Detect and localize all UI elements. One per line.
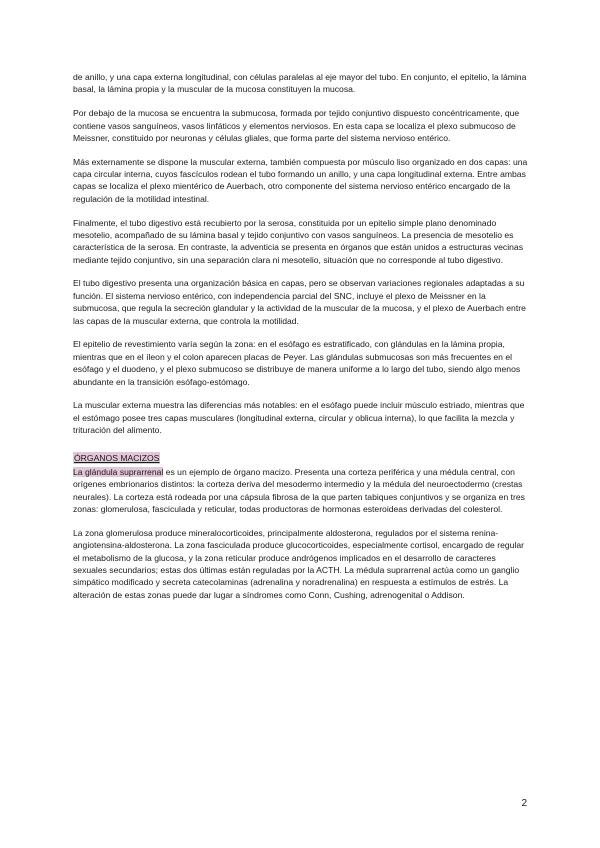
- paragraph-muscular-externa: Más externamente se dispone la muscular externa, también compuesta por músculo liso organizado en dos capas: una capa circular interna, cuyos fascículos rodean el tubo formando un anillo, y una capa longitudinal externa. Entre ambas capas se localiza el plexo mientérico de Auerbach, otro componente del sistema nervioso entérico encargado de la regulación de la motilidad intestinal.: [73, 156, 528, 204]
- paragraph-muscular-diferencias: La muscular externa muestra las diferencias más notables: en el esófago puede incluir músculo estriado, mientras que el estómago posee tres capas musculares (longitudinal externa, circular y oblicua interna), lo que facilita la mezcla y trituración del alimento.: [73, 400, 525, 436]
- section-heading-row: [73, 448, 531, 466]
- paragraph-mucosa: de anillo, y una capa externa longitudinal, con células paralelas al eje mayor del tubo. En conjunto, el epitelio, la lámina basal, la lámina propia y la muscular de la mucosa constituyen la mucosa.: [73, 72, 527, 95]
- paragraph-organizacion: El tubo digestivo presenta una organización básica en capas, pero se observan variaciones regionales adaptadas a su función. El sistema nervioso entérico, con independencia parcial del SNC, incluye el plexo de Meissner en la submucosa, que regula la secreción glandular y la actividad de la muscular de la mucosa, y el plexo de Auerbach entre las capas de la muscular externa, que controla la motilidad.: [73, 278, 526, 326]
- highlighted-term: La glándula suprarrenal: [73, 466, 164, 477]
- paragraph-submucosa: Por debajo de la mucosa se encuentra la submucosa, formada por tejido conjuntivo dispuesto concéntricamente, que contiene vasos sanguíneos, vasos linfáticos y elementos nerviosos. En esta capa se localiza el plexo submucoso de Meissner, constituido por neuronas y células gliales, que forma parte del sistema nervioso entérico.: [73, 108, 520, 143]
- page-number: 2: [521, 798, 527, 809]
- intro-text: es un ejemplo de órgano macizo. Presenta una corteza periférica y una médula central, con orígenes embrionarios distintos: la corteza deriva del mesodermo intermedio y la médula del neuroectodermo (crestas neurales). La corteza está rodeada por una cápsula fibrosa de la que parten tabiques conjuntivos y se organiza en tres zonas: glomerulosa, fasciculada y reticular, todas productoras de hormonas esteroideas derivadas del colesterol.: [73, 466, 525, 515]
- paragraph-zonas: La zona glomerulosa produce mineralocorticoides, principalmente aldosterona, regulados por el sistema renina-angiotensina-aldosterona. La zona fasciculada produce glucocorticoides, especialmente cortisol, encargado de regular el metabolismo de la glucosa, y la zona reticular produce andrógenos implicados en el desarrollo de caracteres sexuales secundarios; estas dos últimas están reguladas por la ACTH. La médula suprarrenal actúa como un ganglio simpático modificado y secreta catecolaminas (adrenalina y noradrenalina) en respuesta a estímulos de estrés. La alteración de estas zonas puede dar lugar a síndromes como Conn, Cushing, adrenogenital o Addison.: [73, 527, 524, 600]
- paragraph-suprarrenal-intro: [73, 466, 531, 516]
- paragraph-serosa: Finalmente, el tubo digestivo está recubierto por la serosa, constituida por un epitelio simple plano denominado mesotelio, acompañado de su lámina basal y tejido conjuntivo con vasos sanguíneos. La presencia de mesotelio es característica de la serosa. En contraste, la adventicia se presenta en órganos que están unidos a estructuras vecinas mediante tejido conjuntivo, sin una separación clara ni mesotelio, situación que no corresponde al tubo digestivo.: [73, 217, 523, 265]
- paragraph-epitelio: El epitelio de revestimiento varía según la zona: en el esófago es estratificado, con glándulas en la lámina propia, mientras que en el íleon y el colon aparecen placas de Peyer. Las glándulas submucosas son más frecuentes en el esófago y el duodeno, y el plexo submucoso se distribuye de manera uniforme a lo largo del tubo, siendo algo menos abundante en la transición esófago-estómago.: [73, 339, 521, 387]
- document-page: [73, 71, 531, 601]
- section-heading: ÓRGANOS MACIZOS: [74, 452, 160, 463]
